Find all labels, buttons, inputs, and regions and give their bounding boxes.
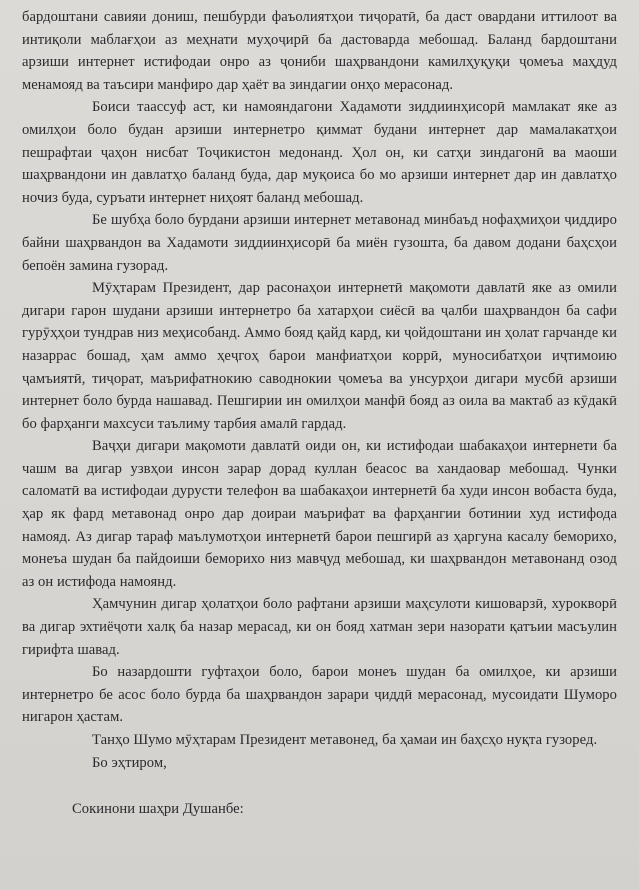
- paragraph-1: бардоштани савияи дониш, пешбурди фаъолиятҳои тиҷоратӣ, ба даст овардани иттилоот ва интиқоли маблағҳои аз меҳнати муҳоҷирӣ ба дастоварда мебошад. Баланд бардоштани арзиши интернет истифодаи онро аз ҷониби шаҳрвандони камилҳуқуқи ҷомеъа маҳдуд менамояд ва таъсири манфиро дар ҳаёт ва зиндагии онҳо мерасонад.: [22, 9, 617, 93]
- paragraph-6: Ҳамчунин дигар ҳолатҳои боло рафтани арзиши маҳсулоти кишоварзӣ, хурокворӣ ва дигар эхтиёҷоти халқ ба назар мерасад, ки он бояд хатман зери назорати қатъии масъулин гирифта шавад.: [22, 596, 617, 658]
- paragraph-7: Бо назардошти гуфтаҳои боло, барои монеъ шудан ба омилҳое, ки арзиши интернетро бе асос боло бурда ба шаҳрвандон зарари ҷиддӣ мерасонад, мусоидати Шуморо нигарон ҳастам.: [22, 664, 617, 726]
- closing-line: Бо эҳтиром,: [92, 754, 167, 771]
- paragraph-3: Бе шубҳа боло бурдани арзиши интернет метавонад минбаъд нофаҳмиҳои ҷиддиро байни шаҳрвандон ва Хадамоти зиддиинҳисорӣ ба миён гузошта, ба давом додани баҳсҳои бепоён замина гузорад.: [22, 212, 617, 274]
- paragraph-2: Боиси таассуф аст, ки намояндагони Хадамоти зиддиинҳисорӣ мамлакат яке аз омилҳои боло будан арзиши интернетро қиммат будани интернет дар мамалакатҳои пешрафтаи ҷаҳон нисбат Тоҷикистон медонанд. Ҳол он, ки сатҳи зиндагонӣ ва маоши шаҳрвандони ин давлатҳо баланд буда, дар муқоиса бо мо арзиши интернет дар ин давлатҳо ночиз буда, суръати интернет ниҳоят баланд мебошад.: [22, 99, 617, 206]
- paragraph-5: Ваҷҳи дигари мақомоти давлатӣ оиди он, ки истифодаи шабакаҳои интернети ба чашм ва дигар узвҳои инсон зарар дорад куллан беасос ва хандаовар мебошад. Чунки саломатӣ ва истифодаи дурусти телефон ва шабакаҳои интернетӣ ба худи инсон вобаста буда, ҳар як фард метавонад онро дар доираи маърифат ва фарҳангии ботинии худ истифода намояд. Аз дигар тараф маълумотҳои интернетӣ барои пешгирӣ аз ҳаргуна касалу беморихо, монеъа шудан ба пайдоиши беморихо низ мавҷуд мебошад, ки шаҳрвандон метавонанд озод аз он истифода намоянд.: [22, 438, 617, 590]
- signature-line: Сокинони шаҳри Душанбе:: [72, 801, 244, 818]
- paragraph-8: Танҳо Шумо мӯҳтарам Президент метавонед, ба ҳамаи ин баҳсҳо нуқта гузоред.: [92, 732, 598, 748]
- paragraph-4: Мӯҳтарам Президент, дар расонаҳои интернетӣ мақомоти давлатӣ яке аз омили дигари гарон шудани арзиши интернетро ба хатарҳои сиёсӣ ва ҷалби шаҳрвандон ба сафи гурӯҳҳои тундрав низ меҳисобанд. Аммо бояд қайд кард, ки ҷойдоштани ин ҳолат гарчанде ки назаррас бошад, ҳам аммо ҳеҷгоҳ барои манфиатҳои коррӣ, муносибатҳои иҷтимоию ҷамъиятӣ, тиҷорат, маърифатнокию саводнокии ҷомеъа ва унсурҳои дигари мусбӣ арзиши интернет боло бурда нашавад. Пешгирии ин омилҳои манфӣ бояд аз оила ва мактаб аз кӯдакӣ бо фарҳанги махсуси таълиму тарбия амалӣ гардад.: [22, 280, 617, 432]
